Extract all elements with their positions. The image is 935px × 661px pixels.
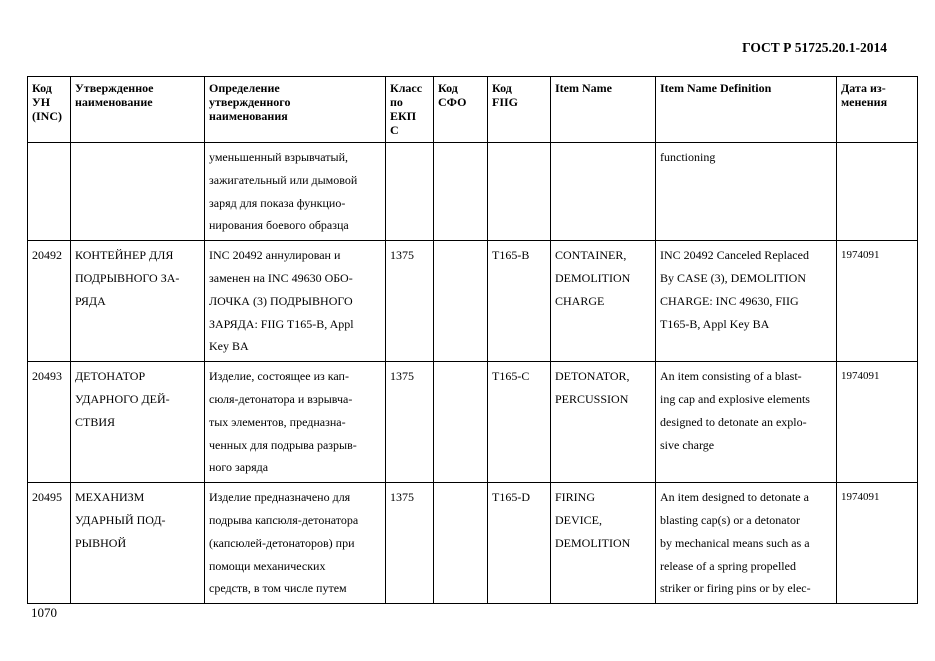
cell-name-ru: КОНТЕЙНЕР ДЛЯ ПОДРЫВНОГО ЗА- РЯДА — [71, 241, 205, 362]
col-header-class: Класс по ЕКП С — [386, 77, 434, 143]
col-header-item-definition: Item Name Definition — [656, 77, 837, 143]
cell-item-name — [551, 143, 656, 241]
table-row — [28, 143, 918, 241]
cell-inc — [28, 143, 71, 241]
cell-fiig: T165-B — [488, 241, 551, 362]
cell-sfo — [434, 483, 488, 604]
cell-definition-ru: Изделие, состоящее из кап- сюля-детонатора и взрывча- тых элементов, предназна- ченных для подрыва разрыв- ного заряда — [205, 362, 386, 483]
cell-inc: 20493 — [28, 362, 71, 483]
cell-item-name: DETONATOR, PERCUSSION — [551, 362, 656, 483]
cell-name-ru: ДЕТОНАТОР УДАРНОГО ДЕЙ- СТВИЯ — [71, 362, 205, 483]
cell-fiig — [488, 143, 551, 241]
table-row — [28, 241, 918, 362]
cell-class: 1375 — [386, 241, 434, 362]
col-header-sfo: Код СФО — [434, 77, 488, 143]
col-header-approved-name: Утвержденное наименование — [71, 77, 205, 143]
cell-sfo — [434, 362, 488, 483]
cell-date: 1974091 — [837, 362, 918, 483]
col-header-definition: Определение утвержденного наименования — [205, 77, 386, 143]
cell-class: 1375 — [386, 362, 434, 483]
document-header: ГОСТ Р 51725.20.1-2014 — [742, 40, 887, 55]
cell-name-ru: МЕХАНИЗМ УДАРНЫЙ ПОД- РЫВНОЙ — [71, 483, 205, 604]
cell-date — [837, 143, 918, 241]
cell-date: 1974091 — [837, 483, 918, 604]
cell-item-name: FIRING DEVICE, DEMOLITION — [551, 483, 656, 604]
page-number: 1070 — [31, 605, 57, 620]
col-header-inc: Код УН (INC) — [28, 77, 71, 143]
table-header-row — [28, 77, 918, 143]
cell-definition-ru: Изделие предназначено для подрыва капсюля-детонатора (капсюлей-детонаторов) при помощи механических средств, в том числе путем — [205, 483, 386, 604]
cell-definition-ru: уменьшенный взрывчатый, зажигательный или дымовой заряд для показа функцио- нирования боевого образца — [205, 143, 386, 241]
table-row — [28, 362, 918, 483]
table-row — [28, 483, 918, 604]
cell-class: 1375 — [386, 483, 434, 604]
col-header-change-date: Дата из- менения — [837, 77, 918, 143]
col-header-item-name: Item Name — [551, 77, 656, 143]
col-header-fiig: Код FIIG — [488, 77, 551, 143]
cell-inc: 20495 — [28, 483, 71, 604]
cell-sfo — [434, 143, 488, 241]
cell-item-definition: functioning — [656, 143, 837, 241]
cell-date: 1974091 — [837, 241, 918, 362]
cell-inc: 20492 — [28, 241, 71, 362]
cell-item-definition: An item designed to detonate a blasting cap(s) or a detonator by mechanical means such as a release of a spring propelled striker or firing pins or by elec- — [656, 483, 837, 604]
cell-class — [386, 143, 434, 241]
cell-fiig: T165-D — [488, 483, 551, 604]
cell-sfo — [434, 241, 488, 362]
cell-item-name: CONTAINER, DEMOLITION CHARGE — [551, 241, 656, 362]
nomenclature-table — [27, 76, 918, 604]
cell-item-definition: An item consisting of a blast- ing cap and explosive elements designed to detonate an explo- sive charge — [656, 362, 837, 483]
cell-name-ru — [71, 143, 205, 241]
cell-fiig: T165-C — [488, 362, 551, 483]
cell-definition-ru: INC 20492 аннулирован и заменен на INC 49630 ОБО- ЛОЧКА (3) ПОДРЫВНОГО ЗАРЯДА: FIIG T165-B, Appl Key BA — [205, 241, 386, 362]
cell-item-definition: INC 20492 Canceled Replaced By CASE (3), DEMOLITION CHARGE: INC 49630, FIIG T165-B, Appl Key BA — [656, 241, 837, 362]
